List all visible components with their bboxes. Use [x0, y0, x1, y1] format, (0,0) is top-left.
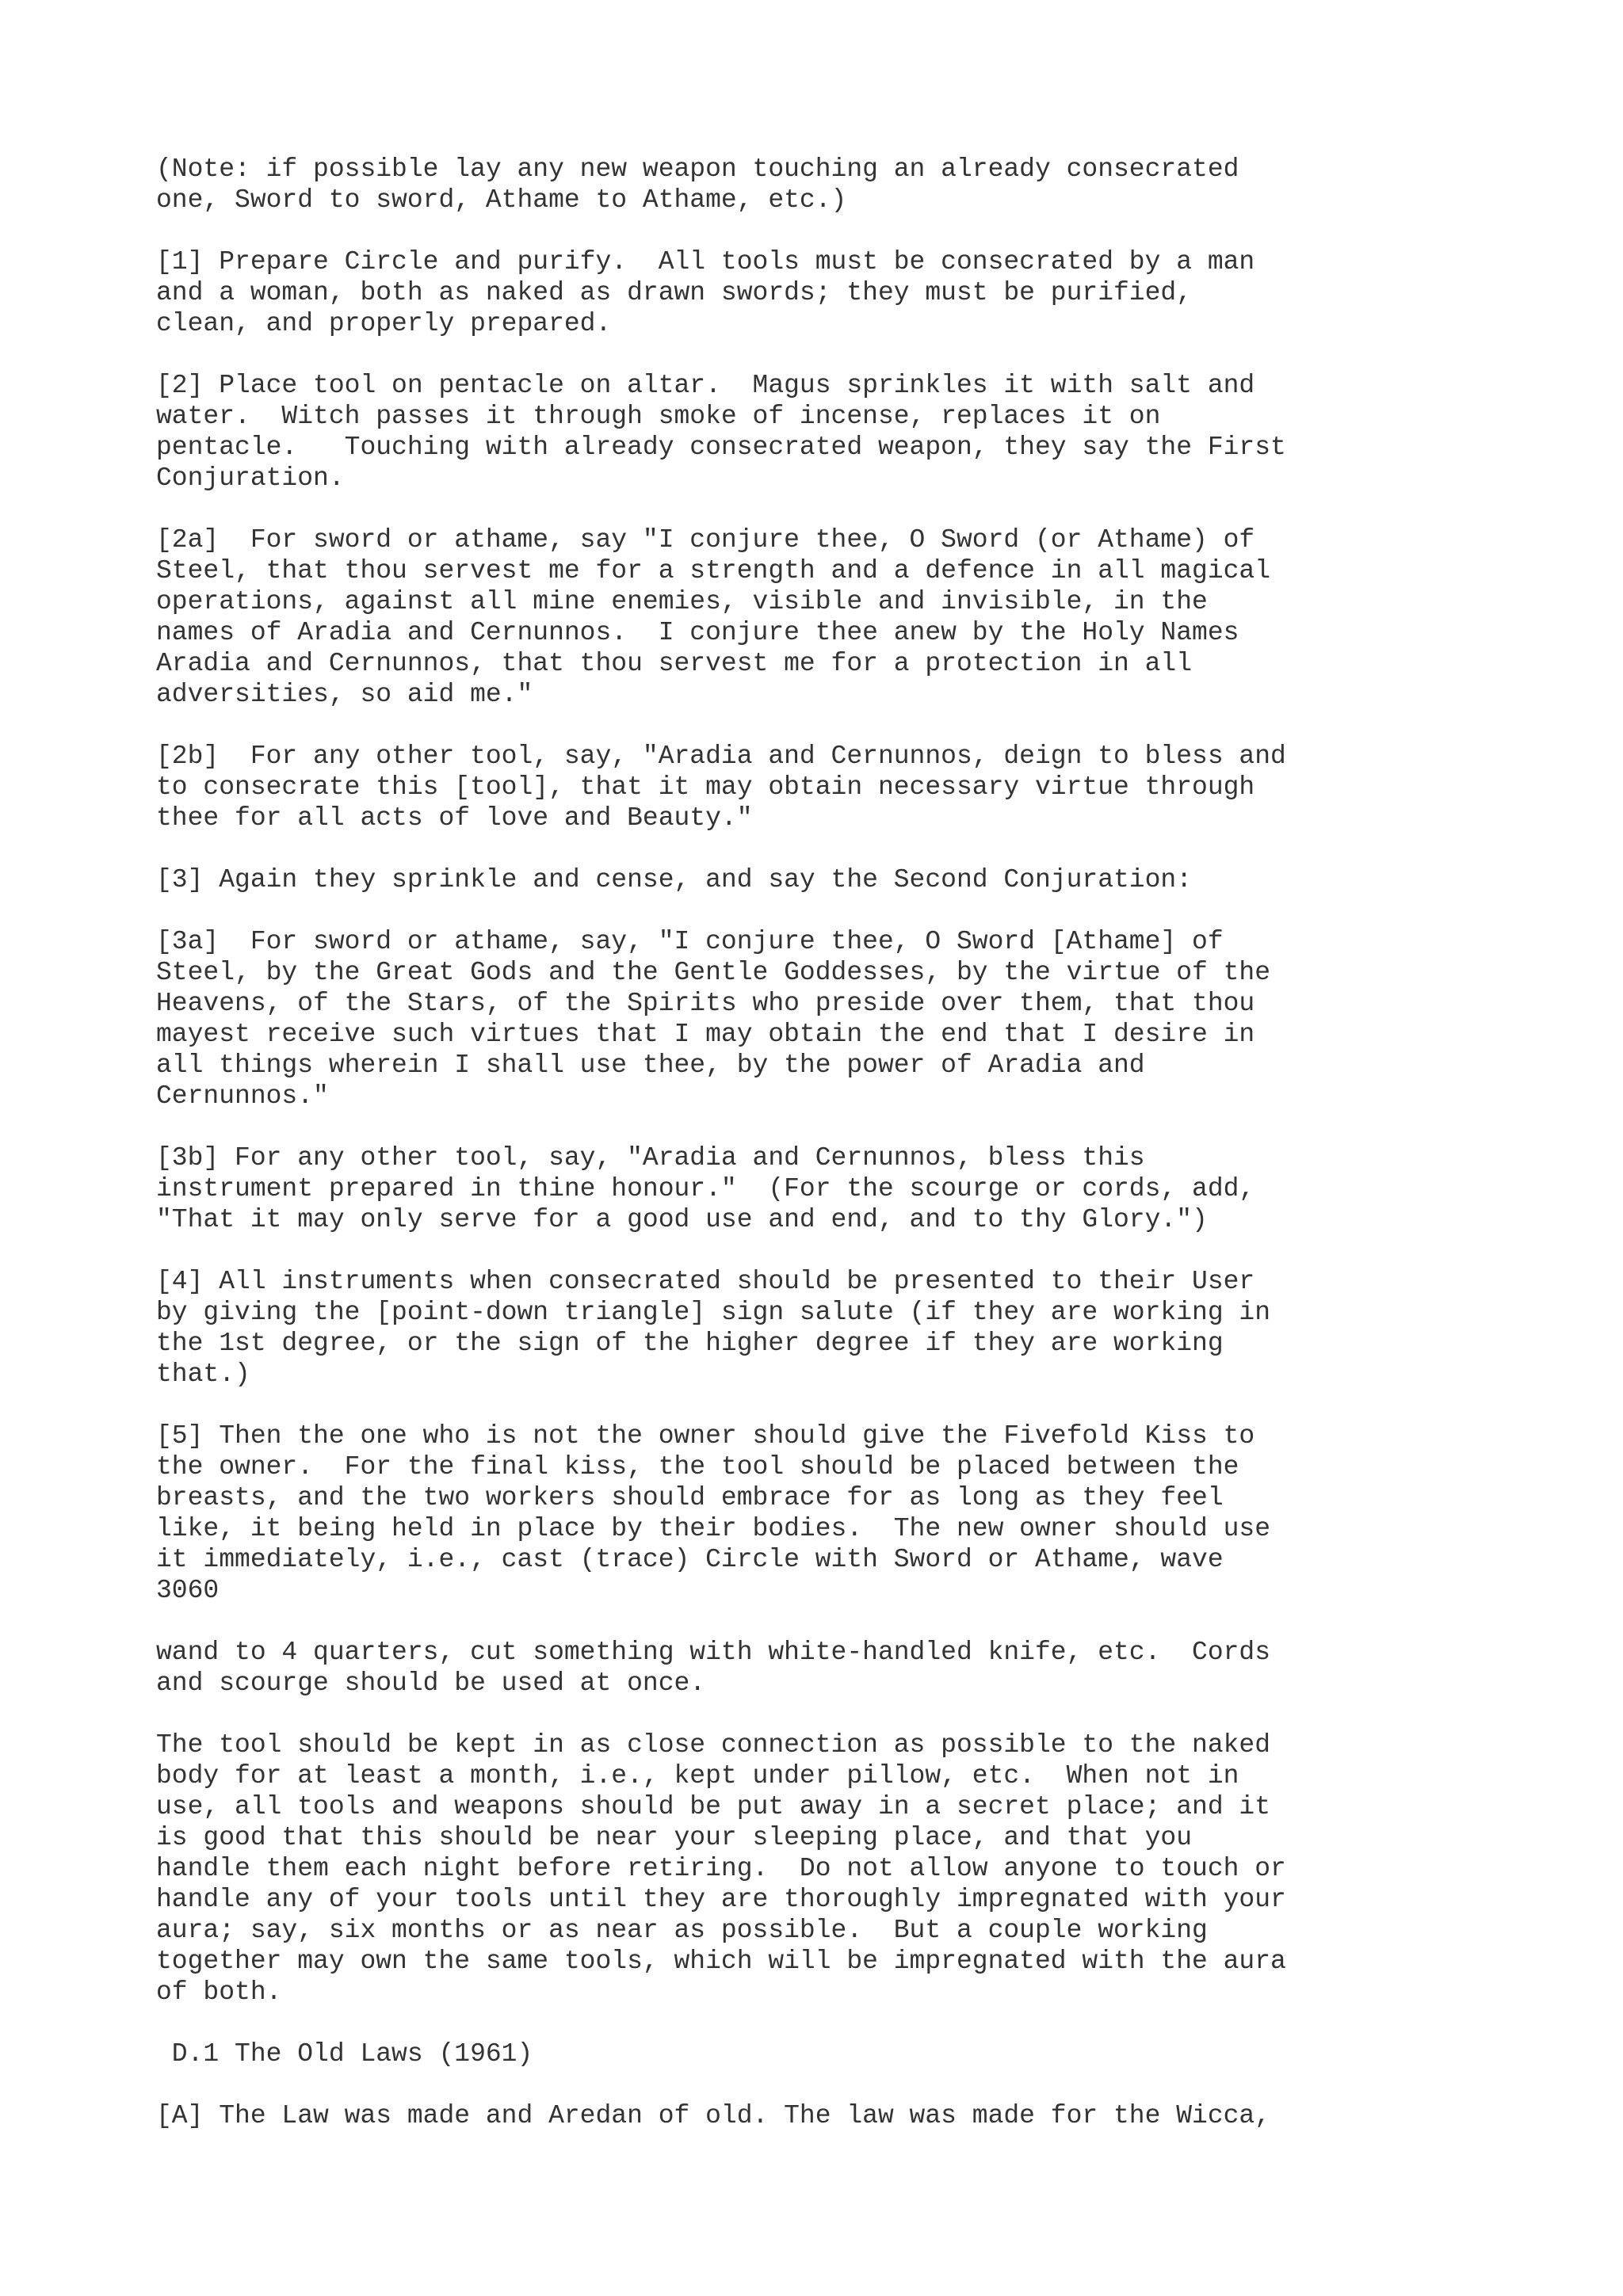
paragraph-1: [1] Prepare Circle and purify. All tools must be consecrated by a man and a woman, both as naked as drawn swords; they must be purified, clean, and properly prepared. — [156, 247, 1255, 338]
paragraph-5-continued: wand to 4 quarters, cut something with white-handled knife, etc. Cords and scourge should be used at once. — [156, 1638, 1271, 1698]
paragraph-3b: [3b] For any other tool, say, "Aradia and Cernunnos, bless this instrument prepared in thine honour." (For the scourge or cords, add, "That it may only serve for a good use and end, and to thy Glory.") — [156, 1143, 1255, 1234]
paragraph-2b: [2b] For any other tool, say, "Aradia and Cernunnos, deign to bless and to consecrate this [tool], that it may obtain necessary virtue through thee for all acts of love and Beauty." — [156, 742, 1286, 833]
paragraph-law-a: [A] The Law was made and Aredan of old. The law was made for the Wicca, — [156, 2101, 1271, 2130]
section-heading-old-laws: D.1 The Old Laws (1961) — [156, 2039, 533, 2069]
paragraph-3: [3] Again they sprinkle and cense, and say the Second Conjuration: — [156, 865, 1193, 894]
paragraph-3a: [3a] For sword or athame, say, "I conjure thee, O Sword [Athame] of Steel, by the Great Gods and the Gentle Goddesses, by the virtue of the Heavens, of the Stars, of the Spirits who preside over them, that thou mayest receive such virtues that I may obtain the end that I desire in all things wherein I shall use thee, by the power of Aradia and Cernunnos." — [156, 927, 1271, 1111]
paragraph-4: [4] All instruments when consecrated should be presented to their User by giving the [point-down triangle] sign salute (if they are working in the 1st degree, or the sign of the higher degree if they are working that.) — [156, 1267, 1271, 1389]
document-page — [156, 154, 1567, 2131]
paragraph-tool-care: The tool should be kept in as close connection as possible to the naked body for at least a month, i.e., kept under pillow, etc. When not in use, all tools and weapons should be put away in a secret place; and it is good that this should be near your sleeping place, and that you handle them each night before retiring. Do not allow anyone to touch or handle any of your tools until they are thoroughly impregnated with your aura; say, six months or as near as possible. But a couple working together may own the same tools, which will be impregnated with the aura of both. — [156, 1730, 1286, 2007]
paragraph-5: [5] Then the one who is not the owner should give the Fivefold Kiss to the owner. For the final kiss, the tool should be placed between the breasts, and the two workers should embrace for as long as they feel like, it being held in place by their bodies. The new owner should use it immediately, i.e., cast (trace) Circle with Sword or Athame, wave 3060 — [156, 1421, 1271, 1605]
paragraph-2: [2] Place tool on pentacle on altar. Magus sprinkles it with salt and water. Witch passes it through smoke of incense, replaces it on pentacle. Touching with already consecrated weapon, they say the First Conjuration. — [156, 371, 1286, 493]
paragraph-note: (Note: if possible lay any new weapon touching an already consecrated one, Sword to sword, Athame to Athame, etc.) — [156, 154, 1239, 215]
paragraph-2a: [2a] For sword or athame, say "I conjure thee, O Sword (or Athame) of Steel, that thou servest me for a strength and a defence in all magical operations, against all mine enemies, visible and invisible, in the names of Aradia and Cernunnos. I conjure thee anew by the Holy Names Aradia and Cernunnos, that thou servest me for a protection in all adversities, so aid me." — [156, 525, 1271, 709]
